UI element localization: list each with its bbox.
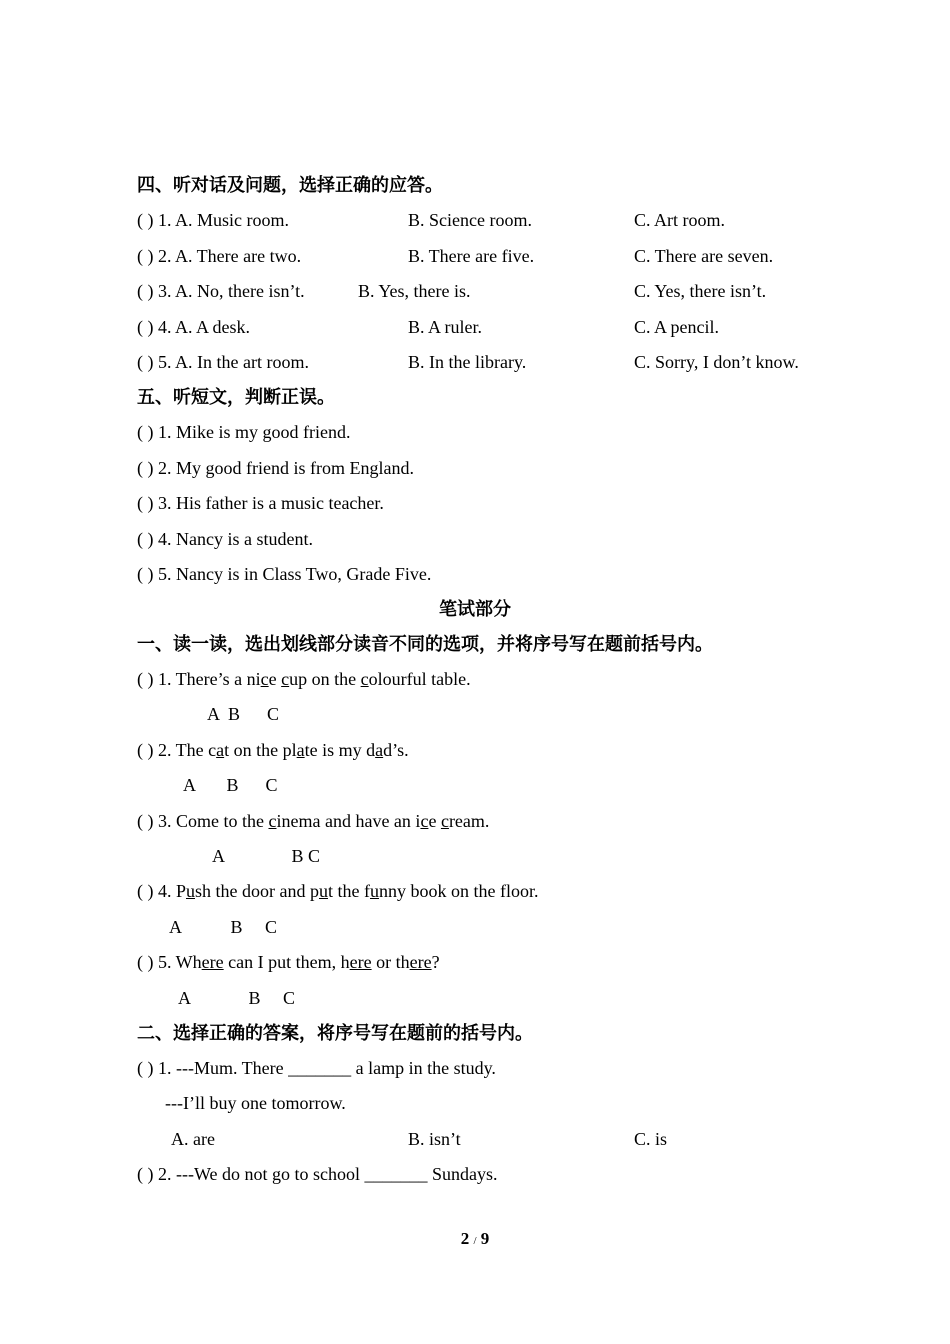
s5-q5: ( ) 5. Nancy is in Class Two, Grade Five. (137, 564, 432, 584)
page-number: 2 / 9 (460, 1229, 490, 1248)
s5-q2: ( ) 2. My good friend is from England. (137, 458, 414, 478)
p1-q3-option-letters: A B C (212, 846, 321, 866)
s5-q3: ( ) 3. His father is a music teacher. (137, 493, 384, 513)
s5-q4: ( ) 4. Nancy is a student. (137, 529, 313, 549)
p2-q2: ( ) 2. ---We do not go to school _______ Sundays. (137, 1164, 498, 1184)
s4-q4-option-c: C. A pencil. (634, 317, 719, 337)
section-5-heading: 五、听短文，判断正误。 (137, 387, 335, 407)
s4-q1: ( ) 1. A. Music room. (137, 210, 289, 230)
s4-q5: ( ) 5. A. In the art room. (137, 352, 309, 372)
s4-q5-option-b: B. In the library. (408, 352, 527, 372)
written-part-title: 笔试部分 (439, 599, 511, 619)
p1-q1: ( ) 1. There’s a nice cup on the colourful table. (137, 669, 471, 689)
part-2-heading: 二、选择正确的答案，将序号写在题前的括号内。 (137, 1023, 533, 1043)
s4-q3: ( ) 3. A. No, there isn’t. (137, 281, 305, 301)
s4-q2-option-c: C. There are seven. (634, 246, 774, 266)
p2-q1-reply: ---I’ll buy one tomorrow. (165, 1093, 346, 1113)
p1-q4: ( ) 4. Push the door and put the funny book on the floor. (137, 881, 539, 901)
p1-q2-option-letters: A B C (183, 775, 278, 795)
part-1-heading: 一、读一读，选出划线部分读音不同的选项，并将序号写在题前括号内。 (137, 634, 713, 654)
p1-q4-option-letters: A B C (169, 917, 278, 937)
p1-q2: ( ) 2. The cat on the plate is my dad’s. (137, 740, 409, 760)
p1-q5-option-letters: A B C (178, 988, 296, 1008)
s5-q1: ( ) 1. Mike is my good friend. (137, 422, 351, 442)
p2-q1-option-b: B. isn’t (408, 1129, 461, 1149)
s4-q3-option-c: C. Yes, there isn’t. (634, 281, 767, 301)
p1-q5: ( ) 5. Where can I put them, here or there? (137, 952, 440, 972)
s4-q5-option-c: C. Sorry, I don’t know. (634, 352, 799, 372)
s4-q2: ( ) 2. A. There are two. (137, 246, 302, 266)
p1-q1-option-letters: A B C (207, 704, 280, 724)
s4-q3-option-b: B. Yes, there is. (358, 281, 471, 301)
p2-q1: ( ) 1. ---Mum. There _______ a lamp in the study. (137, 1058, 496, 1078)
s4-q4-option-b: B. A ruler. (408, 317, 483, 337)
p2-q1-option-a: A. are (171, 1129, 215, 1149)
p1-q3: ( ) 3. Come to the cinema and have an ice cream. (137, 811, 490, 831)
section-4-heading: 四、听对话及问题，选择正确的应答。 (137, 175, 443, 195)
s4-q4: ( ) 4. A. A desk. (137, 317, 251, 337)
p2-q1-option-c: C. is (634, 1129, 668, 1149)
s4-q1-option-c: C. Art room. (634, 210, 726, 230)
s4-q1-option-b: B. Science room. (408, 210, 532, 230)
s4-q2-option-b: B. There are five. (408, 246, 535, 266)
